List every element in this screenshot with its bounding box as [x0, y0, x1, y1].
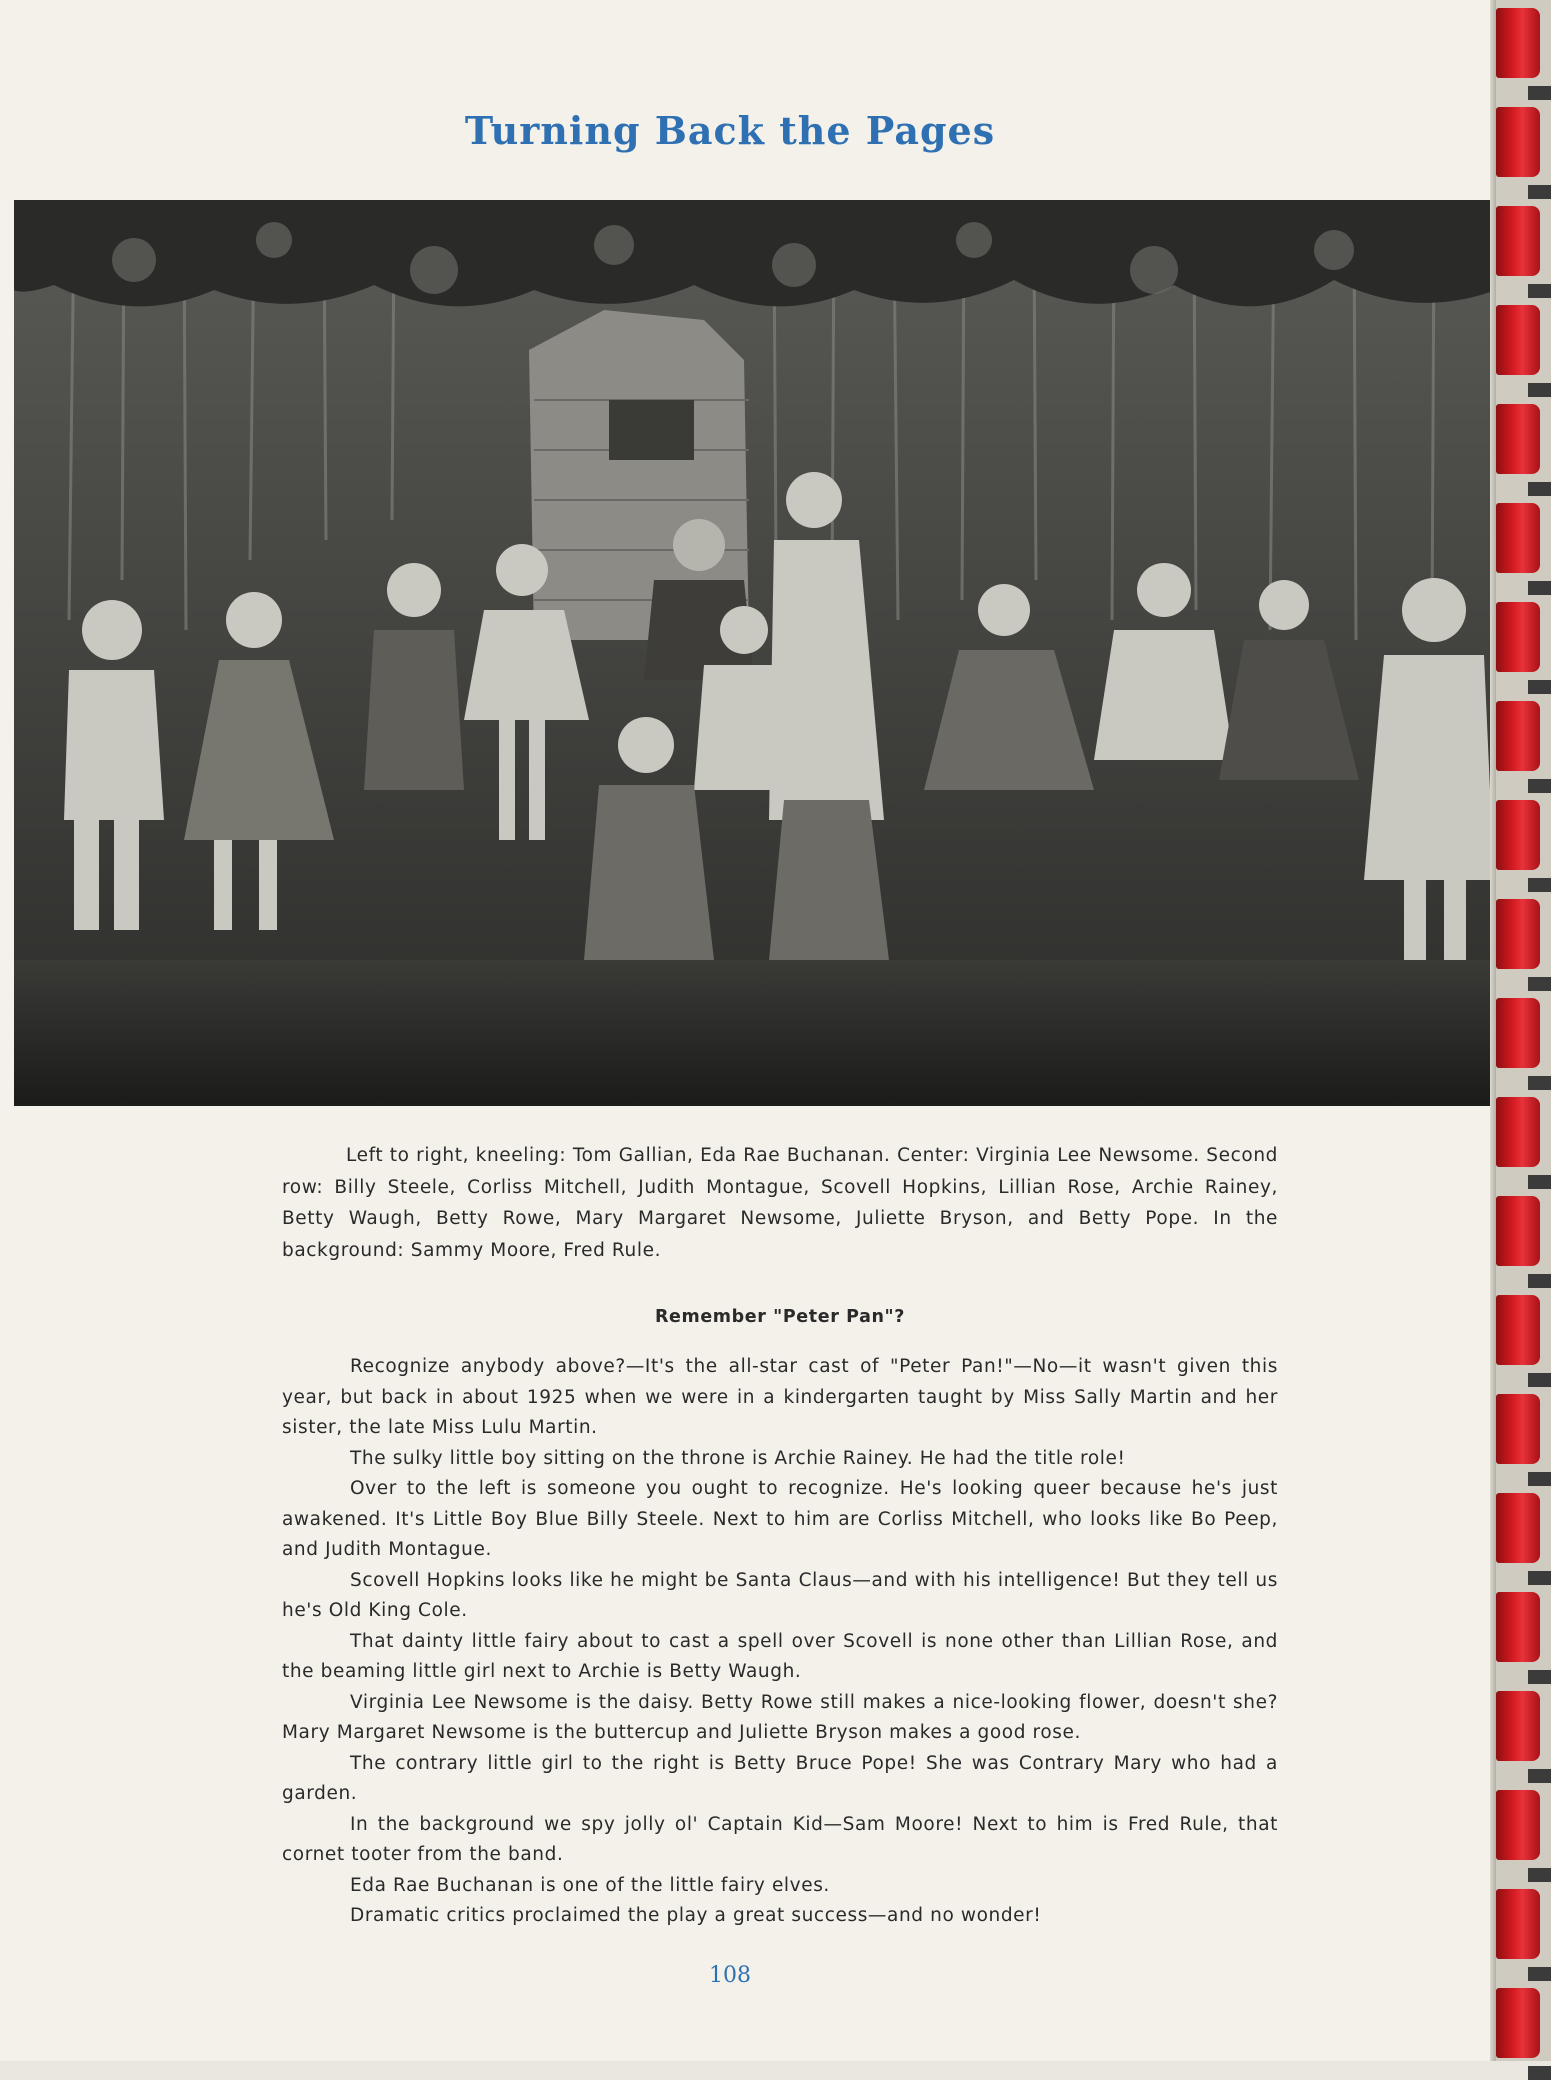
photo-caption: Left to right, kneeling: Tom Gallian, Eda Rae Buchanan. Center: Virginia Lee Newsome. Second row: Billy Steele, Corliss Mitchell, Judith Montague, Scovell Hopkins, Lillian Rose, Archie Rainey, Betty Waugh, Betty Rowe, Mary Margaret Newsome, Juliette Bryson, and Betty Pope. In the background: Sammy Moore, Fred Rule.	[282, 1145, 1278, 1261]
binding-coil	[1496, 998, 1540, 1068]
binding-coil	[1496, 899, 1540, 969]
binding-gap	[1528, 1472, 1551, 1486]
binding-coil	[1496, 1691, 1540, 1761]
binding-gap	[1528, 1868, 1551, 1882]
binding-gap	[1528, 383, 1551, 397]
binding-coil	[1496, 1493, 1540, 1563]
binding-coil	[1496, 206, 1540, 276]
article-paragraph: That dainty little fairy about to cast a spell over Scovell is none other than Lillian Rose, and the beaming little girl next to Archie is Betty Waugh.	[282, 1630, 1278, 1682]
binding-coil	[1496, 1889, 1540, 1959]
binding-coil	[1496, 8, 1540, 78]
binding-gap	[1528, 680, 1551, 694]
binding-coil	[1496, 701, 1540, 771]
binding-coil	[1496, 1592, 1540, 1662]
binding-gap	[1528, 185, 1551, 199]
binding-gap	[1528, 2066, 1551, 2080]
article-paragraph: The sulky little boy sitting on the throne is Archie Rainey. He had the title role!	[350, 1447, 1126, 1469]
binding-coil	[1496, 1097, 1540, 1167]
binding-coil	[1496, 800, 1540, 870]
binding-gap	[1528, 1769, 1551, 1783]
binding-coil	[1496, 1196, 1540, 1266]
binding-coil	[1496, 1295, 1540, 1365]
binding-gap	[1528, 284, 1551, 298]
binding-gap	[1528, 1175, 1551, 1189]
binding-coil	[1496, 404, 1540, 474]
article-body	[282, 1352, 1278, 1932]
binding-gap	[1528, 779, 1551, 793]
binding-coil	[1496, 107, 1540, 177]
binding-coil	[1496, 602, 1540, 672]
binding-gap	[1528, 1670, 1551, 1684]
binding-coil	[1496, 305, 1540, 375]
page-number: 108	[709, 1963, 751, 1988]
binding-gap	[1528, 977, 1551, 991]
photo-icon	[14, 200, 1496, 1106]
binding-gap	[1528, 86, 1551, 100]
binding-gap	[1528, 1274, 1551, 1288]
binding-coil	[1496, 1790, 1540, 1860]
binding-gap	[1528, 1571, 1551, 1585]
article-paragraph: Dramatic critics proclaimed the play a great success—and no wonder!	[350, 1905, 1042, 1926]
page-title: Turning Back the Pages	[464, 108, 996, 153]
binding-gap	[1528, 1076, 1551, 1090]
article-heading: Remember "Peter Pan"?	[654, 1307, 906, 1327]
article-paragraph: Recognize anybody above?—It's the all-star cast of "Peter Pan!"—No—it wasn't given this year, but back in about 1925 when we were in a kindergarten taught by Miss Sally Martin and her sister, the late Miss Lulu Martin.	[282, 1356, 1278, 1438]
binding-gap	[1528, 1373, 1551, 1387]
article-paragraph: Over to the left is someone you ought to recognize. He's looking queer because he's just awakened. It's Little Boy Blue Billy Steele. Next to him are Corliss Mitchell, who looks like Bo Peep, and Judith Montague.	[282, 1478, 1278, 1560]
article-paragraph: Scovell Hopkins looks like he might be Santa Claus—and with his intelligence! But they tell us he's Old King Cole.	[282, 1569, 1278, 1621]
binding-gap	[1528, 1967, 1551, 1981]
binding-coil	[1496, 503, 1540, 573]
binding-gap	[1528, 482, 1551, 496]
article-paragraph: In the background we spy jolly ol' Captain Kid—Sam Moore! Next to him is Fred Rule, that cornet tooter from the band.	[282, 1813, 1278, 1865]
binding-coil	[1496, 1988, 1540, 2058]
article-paragraph: The contrary little girl to the right is Betty Bruce Pope! She was Contrary Mary who had a garden.	[282, 1752, 1278, 1804]
article-paragraph: Virginia Lee Newsome is the daisy. Betty Rowe still makes a nice-looking flower, doesn't she? Mary Margaret Newsome is the buttercup and Juliette Bryson makes a good rose.	[282, 1691, 1278, 1743]
article-paragraph: Eda Rae Buchanan is one of the little fairy elves.	[350, 1874, 830, 1896]
binding-gap	[1528, 878, 1551, 892]
binding-coil	[1496, 1394, 1540, 1464]
cast-photo	[14, 200, 1496, 1106]
binding-gap	[1528, 581, 1551, 595]
